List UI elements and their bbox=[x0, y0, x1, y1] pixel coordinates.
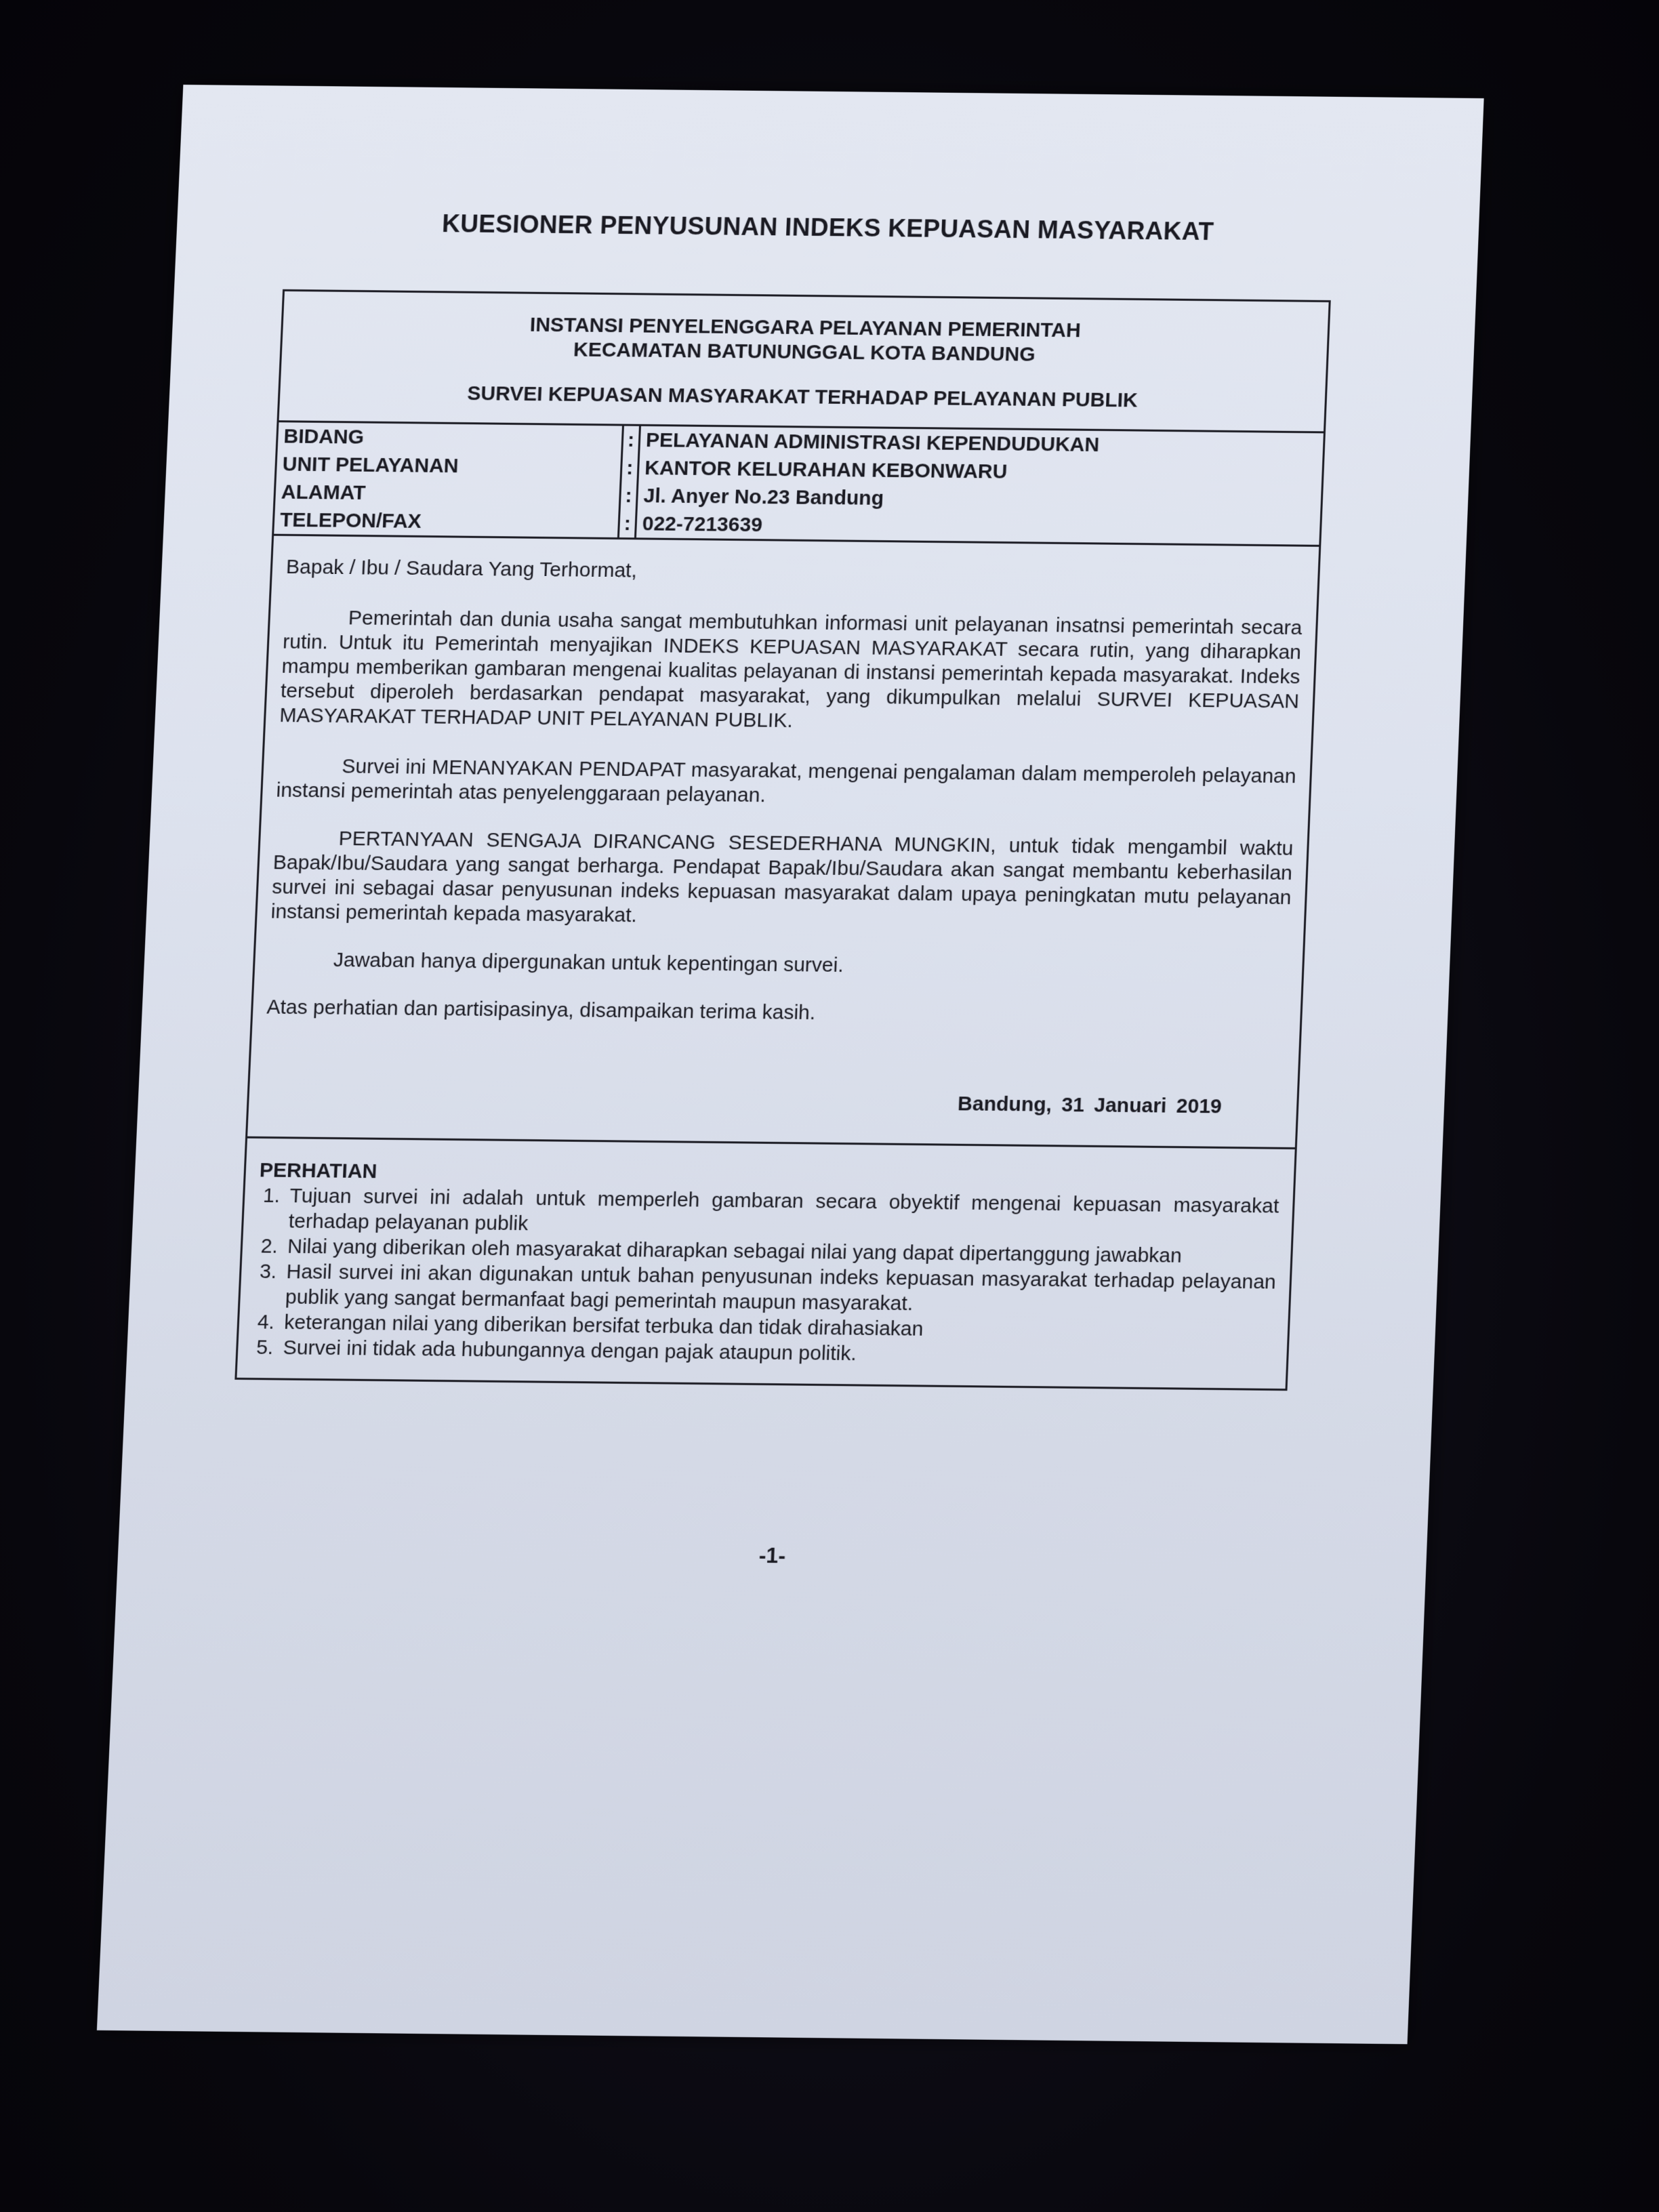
agency-line-1: INSTANSI PENYELENGGARA PELAYANAN PEMERINTAH bbox=[529, 313, 1082, 342]
paper-sheet bbox=[97, 85, 1484, 2044]
info-value: 022-7213639 bbox=[642, 512, 763, 537]
letter-paragraph: Survei ini MENANYAKAN PENDAPAT masyarakat, mengenai pengalaman dalam memperoleh pelayanan instansi pemerintah atas penyelenggaraan pelayanan. bbox=[275, 755, 1297, 807]
attention-item: 3. Hasil survei ini akan digunakan untuk bahan penyusunan indeks kepuasan masyarakat terhadap pelayanan publik yang sangat bermanfaat bagi pemerintah maupun masyarakat. bbox=[281, 1259, 1276, 1320]
agency-line-2: KECAMATAN BATUNUNGGAL KOTA BANDUNG bbox=[573, 338, 1036, 366]
cover-letter bbox=[247, 536, 1319, 1149]
attention-item: 2. Nilai yang diberikan oleh masyarakat diharapkan sebagai nilai yang dapat dipertanggung jawabkan bbox=[283, 1234, 1277, 1270]
letter-closing: Atas perhatian dan partisipasinya, disampaikan terima kasih. bbox=[266, 996, 816, 1025]
document-title: KUESIONER PENYUSUNAN INDEKS KEPUASAN MASYARAKAT bbox=[441, 209, 1214, 246]
questionnaire-frame bbox=[234, 289, 1330, 1391]
letter-salutation: Bapak / Ibu / Saudara Yang Terhormat, bbox=[285, 556, 638, 582]
place-date: Bandung, 31 Januari 2019 bbox=[957, 1092, 1223, 1118]
attention-list bbox=[251, 1183, 1279, 1370]
info-label: TELEPON/FAX bbox=[274, 506, 619, 539]
attention-item: 1. Tujuan survei ini adalah untuk memperleh gambaran secara obyektif mengenai kepuasan masyarakat terhadap pelayanan publik bbox=[284, 1183, 1279, 1244]
info-label: UNIT PELAYANAN bbox=[276, 450, 622, 481]
letter-paragraph: Jawaban hanya dipergunakan untuk kepentingan survei. bbox=[333, 948, 844, 977]
info-colon: : bbox=[619, 482, 638, 510]
survey-title: SURVEI KEPUASAN MASYARAKAT TERHADAP PELAYANAN PUBLIK bbox=[466, 382, 1139, 412]
letter-paragraph: Pemerintah dan dunia usaha sangat membutuhkan informasi unit pelayanan insatnsi pemerintah secara rutin. Untuk itu Pemerintah menyajikan INDEKS KEPUASAN MASYARAKAT secara rutin, yang diharapkan mampu memberikan gambaran mengenai kualitas pelayanan di instansi pemerintah kepada masyarakat. Indeks tersebut diperoleh berdasarkan pendapat masyarakat, yang dikumpulkan melalui SURVEI KEPUASAN MASYARAKAT TERHADAP UNIT PELAYANAN PUBLIK. bbox=[279, 607, 1303, 733]
info-colon: : bbox=[618, 510, 636, 539]
letter-paragraph: PERTANYAAN SENGAJA DIRANCANG SESEDERHANA MUNGKIN, untuk tidak mengambil waktu Bapak/Ibu/Saudara yang sangat berharga. Pendapat Bapak/Ibu/Saudara akan sangat membantu keberhasilan survei ini sebagai dasar penyusunan indeks kepuasan masyarakat dalam upaya peningkatan mutu pelayanan instansi pemerintah kepada masyarakat. bbox=[270, 827, 1294, 927]
info-colon: : bbox=[622, 426, 640, 454]
attention-title: PERHATIAN bbox=[259, 1159, 378, 1183]
info-label: ALAMAT bbox=[275, 478, 621, 509]
info-value: PELAYANAN ADMINISTRASI KEPENDUDUKAN bbox=[645, 428, 1100, 457]
attention-section bbox=[237, 1139, 1294, 1389]
info-label: BIDANG bbox=[278, 422, 623, 453]
info-value: Jl. Anyer No.23 Bandung bbox=[642, 485, 884, 510]
info-value: KANTOR KELURAHAN KEBONWARU bbox=[644, 457, 1008, 483]
service-info-table bbox=[274, 422, 1324, 547]
info-colon: : bbox=[621, 454, 639, 482]
attention-item: 5. Survei ini tidak ada hubungannya dengan pajak ataupun politik. bbox=[279, 1335, 1273, 1371]
attention-item: 4. keterangan nilai yang diberikan bersifat terbuka dan tidak dirahasiakan bbox=[280, 1310, 1275, 1346]
agency-header bbox=[279, 291, 1328, 434]
page-number: -1- bbox=[758, 1542, 786, 1568]
